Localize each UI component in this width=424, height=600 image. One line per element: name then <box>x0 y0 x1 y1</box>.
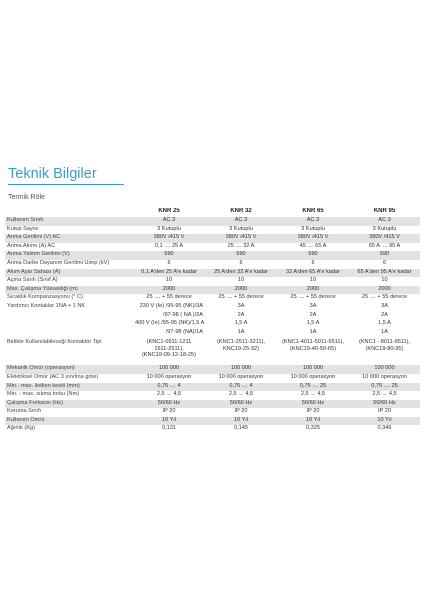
row-value: 2,5 → 4,5 <box>156 391 182 398</box>
row-value: 690 <box>349 251 420 260</box>
row-label: Açma Sınıfı (Sınıf A) <box>7 277 58 284</box>
row-value: 0,75 .... 25 <box>277 383 349 392</box>
aux-contact-value: 3A <box>381 302 388 309</box>
page-title: Teknik Bilgiler <box>8 166 97 182</box>
table-row <box>5 374 420 383</box>
table-row <box>5 400 420 409</box>
row-label: Kutup Sayısı <box>7 225 39 232</box>
table-row <box>5 286 420 295</box>
row-value: 2,5 → 4,5 <box>228 391 254 398</box>
row-label: Max. Çalışma Yüksekliği (m) <box>5 286 133 295</box>
aux-contact-sublabel: /97-98 (NA)/1A <box>165 328 203 335</box>
aux-contact-label-spacer <box>5 320 133 329</box>
row-value: 25 .... 32 A <box>227 242 255 249</box>
row-value: 50/60 Hz <box>277 400 349 409</box>
row-value: 3 Kutuplu <box>229 225 253 232</box>
aux-contact-sublabel: 400 V (Ie) /95-95 (NK)/1,5 A <box>135 320 205 327</box>
row-value: 25 .... + 55 derece <box>218 294 264 301</box>
row-value: IP 20 <box>234 408 248 415</box>
contactor-value: (KNC1-0911-1211 1611-2511), (KNC19-09-12-18-25) <box>141 339 197 359</box>
row-value: 0,145 <box>234 425 248 432</box>
row-value: 6 <box>311 259 315 266</box>
row-value: 380V /415 V <box>349 234 420 243</box>
aux-contact-value: 3A <box>309 302 317 309</box>
row-value: 10 <box>237 277 245 284</box>
aux-contact-row <box>5 303 420 312</box>
aux-contact-row <box>5 329 420 338</box>
row-value: IP 20 <box>162 408 176 415</box>
row-value: 10 Yıl <box>133 417 205 426</box>
row-value: 0,1 .... 25 A <box>154 242 184 249</box>
table-row <box>5 234 420 243</box>
row-label: Ağırlık (Kg) <box>7 425 35 432</box>
table-row <box>5 408 420 417</box>
aux-contact-row <box>5 312 420 321</box>
row-value: 6 <box>382 259 387 266</box>
row-value: 10 <box>381 277 388 284</box>
table-row <box>5 277 420 286</box>
row-value: 0,75 .... 4 <box>133 383 205 392</box>
row-value: 2000 <box>349 286 420 295</box>
row-value: 50/60 Hz <box>349 400 420 409</box>
row-value: 10 Yıl <box>277 417 349 426</box>
row-value: 0,346 <box>377 425 392 432</box>
header-knr32: KNR 32 <box>230 208 252 214</box>
row-value: IP 20 <box>378 408 391 415</box>
row-label: Anma Darbe Dayanım Gerilimi Uimp (kV) <box>7 259 110 266</box>
row-value: 2000 <box>205 286 277 295</box>
row-value: 3 Kutuplu <box>372 225 397 232</box>
row-value: AC 3 <box>133 217 205 226</box>
row-value: 690 <box>205 251 277 260</box>
row-label: Akım Ayar Sahası (A) <box>5 269 133 278</box>
row-value: 0,131 <box>162 425 176 432</box>
row-label: Min. - max. sıkma torku (Nm) <box>7 391 80 398</box>
table-header-row <box>5 208 420 217</box>
title-underline <box>8 184 124 185</box>
table-row <box>5 260 420 269</box>
aux-contact-value: 3A <box>237 302 245 309</box>
row-value: 25 .... + 55 derece <box>146 294 192 301</box>
row-label: Min.- max. iletken kesiti (mm) <box>5 383 133 392</box>
aux-contact-sublabel: 230 V (Ie) /95-95 (NK)/3A <box>139 302 203 309</box>
row-value: 100 000 <box>277 365 349 374</box>
row-value: 2,5 → 4,5 <box>300 391 326 398</box>
aux-contact-label-spacer <box>5 312 133 321</box>
row-value: 10 000 operasyon <box>290 373 336 380</box>
aux-contact-value: 1,5 A <box>306 320 320 327</box>
aux-contact-value: 1,5 A <box>234 320 248 327</box>
row-value: 10 000 operasyon <box>218 373 264 380</box>
row-value: 50/60 Hz <box>133 400 205 409</box>
aux-contact-value: 2A <box>309 311 317 318</box>
row-value: 2,5 → 4,5 <box>372 391 397 398</box>
row-value: 100 000 <box>205 365 277 374</box>
contactor-value: (KNC1-2511-3211), KNC19-25-32) <box>217 339 265 352</box>
table-row <box>5 251 420 260</box>
row-label: Kullanım Ömrü <box>5 417 133 426</box>
row-value: 10 <box>309 277 317 284</box>
row-value: 3 Kutuplu <box>301 225 325 232</box>
row-label: Elektriksel Ömür (AC 3 sınıfına göre) <box>7 373 99 380</box>
row-label: Çalışma Frekansı (Hz) <box>5 400 133 409</box>
row-label: Kullanım Sınıfı <box>5 217 133 226</box>
table-row <box>5 417 420 426</box>
row-label: Sıcaklık Kompanzasyonu (° C) <box>7 294 83 301</box>
spec-table <box>5 208 420 434</box>
row-value: 2000 <box>277 286 349 295</box>
row-value: 65 A .... 95 A <box>368 242 401 249</box>
row-label: Anma Akımı (A) AC <box>7 242 56 249</box>
aux-contact-label-spacer <box>5 329 133 338</box>
row-value: 380V /415 V <box>205 234 277 243</box>
row-value: 6 <box>167 259 171 266</box>
header-knr25: KNR 25 <box>158 208 180 214</box>
header-knr65: KNR 65 <box>302 208 324 214</box>
header-label-col <box>5 208 133 217</box>
table-row <box>5 383 420 392</box>
table-row <box>5 269 420 278</box>
aux-contact-row <box>5 320 420 329</box>
row-value: 690 <box>277 251 349 260</box>
row-value: 25 A'den 32 A'e kadar <box>205 269 277 278</box>
row-value: 0,325 <box>306 425 320 432</box>
row-value: 100 000 <box>349 365 420 374</box>
row-value: AC 3 <box>277 217 349 226</box>
row-value: 380V /415 V <box>133 234 205 243</box>
row-label: Anma Yalıtım Gerilimi (V) <box>5 251 133 260</box>
aux-contact-value: 1A <box>237 328 245 335</box>
row-value: 25 .... + 55 derece <box>290 294 336 301</box>
aux-contact-sublabel: /97-98 ( NA )/2A <box>162 311 203 318</box>
row-value: 65 A'den 95 A'e kadar <box>349 269 420 278</box>
row-value: 10 000 operasyon <box>362 373 407 380</box>
table-row <box>5 365 420 374</box>
row-value: 2000 <box>133 286 205 295</box>
row-value: 10 Yıl <box>349 417 420 426</box>
aux-contact-value: 2A <box>381 311 388 318</box>
row-value: 6 <box>239 259 243 266</box>
row-value: 25 .... + 55 derece <box>361 294 408 301</box>
aux-contact-value: 1A <box>381 328 388 335</box>
aux-contact-value: 1,5 A <box>378 320 391 327</box>
row-value: 10 000 operasyon <box>146 373 192 380</box>
aux-contact-label: Yardımcı Kontaklar 1NA + 1 NK <box>7 302 86 309</box>
row-value: 690 <box>133 251 205 260</box>
row-value: 0,75 .... 25 <box>349 383 420 392</box>
row-value: AC 3 <box>205 217 277 226</box>
table-row <box>5 217 420 226</box>
contactor-row <box>5 339 420 365</box>
header-knr95: KNR 95 <box>373 208 396 214</box>
aux-contact-value: 1A <box>309 328 317 335</box>
row-value: 3 Kutuplu <box>157 225 181 232</box>
section-subtitle: Termik Röle <box>8 194 45 201</box>
aux-contact-value: 2A <box>237 311 245 318</box>
row-value: IP 20 <box>306 408 320 415</box>
table-row <box>5 226 420 235</box>
row-value: 45 .... 65 A <box>299 242 327 249</box>
table-row <box>5 294 420 303</box>
row-value: 0,1 A'den 25 A'e kadar <box>133 269 205 278</box>
row-value: AC 3 <box>349 217 420 226</box>
contactor-label: Birlikte Kullanılabileceği Kontaktör Tipi <box>7 339 102 346</box>
table-row <box>5 243 420 252</box>
row-label: Mekanik Ömür (operasyon) <box>5 365 133 374</box>
row-value: 32 A'den 65 A'e kadar <box>277 269 349 278</box>
contactor-value: (KNC1 - 8011-9511), (KNC19-80-95) <box>358 339 411 352</box>
row-value: 10 Yıl <box>205 417 277 426</box>
row-value: 100 000 <box>133 365 205 374</box>
row-value: 380V /415 V <box>277 234 349 243</box>
row-value: 50/60 Hz <box>205 400 277 409</box>
table-row <box>5 425 420 434</box>
contactor-value: (KNC1-4011-5011-6511), (KNC19-40-50-65) <box>282 339 344 352</box>
row-value: 10 <box>165 277 173 284</box>
row-value: 0,75 .... 4 <box>205 383 277 392</box>
row-label: Anma Gerilimi (V) AC <box>5 234 133 243</box>
table-row <box>5 391 420 400</box>
row-label: Koruma Sınıfı <box>7 408 42 415</box>
